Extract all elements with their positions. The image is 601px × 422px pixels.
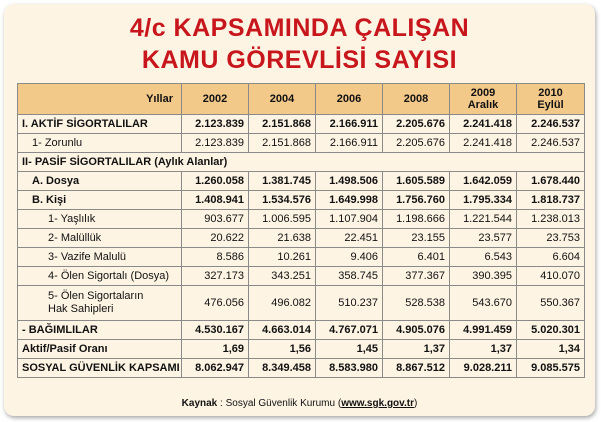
- table-cell: 9.406: [316, 248, 383, 267]
- table-cell: 1.795.334: [450, 191, 517, 210]
- table-cell: 543.670: [450, 286, 517, 321]
- table-cell: 496.082: [249, 286, 316, 321]
- row-label: I. AKTİF SİGORTALILAR: [18, 115, 182, 134]
- section-label: II- PASİF SİGORTALILAR (Aylık Alanlar): [18, 153, 585, 172]
- table-row: [18, 115, 585, 134]
- table-cell: 550.367: [517, 286, 585, 321]
- table-cell: 2.241.418: [450, 115, 517, 134]
- row-label: 1- Zorunlu: [18, 134, 182, 153]
- table-cell: 2.205.676: [383, 115, 450, 134]
- table-cell: 8.867.512: [383, 359, 450, 378]
- statistics-table: [17, 83, 585, 378]
- table-cell: 21.638: [249, 229, 316, 248]
- source-link[interactable]: www.sgk.gov.tr: [341, 398, 414, 409]
- table-cell: 22.451: [316, 229, 383, 248]
- table-cell: 343.251: [249, 267, 316, 286]
- table-cell: 10.261: [249, 248, 316, 267]
- table-cell: 377.367: [383, 267, 450, 286]
- table-cell: 2.151.868: [249, 134, 316, 153]
- table-cell: 23.753: [517, 229, 585, 248]
- table-cell: 358.745: [316, 267, 383, 286]
- table-cell: 476.056: [182, 286, 249, 321]
- table-cell: 2.246.537: [517, 115, 585, 134]
- table-cell: 1.238.013: [517, 210, 585, 229]
- table-cell: 510.237: [316, 286, 383, 321]
- table-cell: 1.107.904: [316, 210, 383, 229]
- row-label: 3- Vazife Malulü: [18, 248, 182, 267]
- table-cell: 2.166.911: [316, 115, 383, 134]
- table-cell: 528.538: [383, 286, 450, 321]
- table-cell: 1.534.576: [249, 191, 316, 210]
- table-cell: 1.408.941: [182, 191, 249, 210]
- table-cell: 4.530.167: [182, 321, 249, 340]
- table-cell: 1,37: [450, 340, 517, 359]
- table-cell: 410.070: [517, 267, 585, 286]
- table-row: [18, 153, 585, 172]
- table-cell: 1.381.745: [249, 172, 316, 191]
- year-header: 2002: [182, 84, 249, 115]
- row-label: 1- Yaşlılık: [18, 210, 182, 229]
- table-card: [4, 4, 595, 416]
- table-cell: 1.498.506: [316, 172, 383, 191]
- table-cell: 6.543: [450, 248, 517, 267]
- table-cell: 2.246.537: [517, 134, 585, 153]
- table-cell: 20.622: [182, 229, 249, 248]
- table-cell: 1.649.998: [316, 191, 383, 210]
- table-cell: 1,34: [517, 340, 585, 359]
- row-label: 2- Malüllük: [18, 229, 182, 248]
- row-label: A. Dosya: [18, 172, 182, 191]
- table-cell: 8.062.947: [182, 359, 249, 378]
- table-cell: 2.166.911: [316, 134, 383, 153]
- table-cell: 6.401: [383, 248, 450, 267]
- year-header: 2010 Eylül: [517, 84, 585, 115]
- table-cell: 1,69: [182, 340, 249, 359]
- table-cell: 1,37: [383, 340, 450, 359]
- table-cell: 5.020.301: [517, 321, 585, 340]
- row-label: - BAĞIMLILAR: [18, 321, 182, 340]
- table-row: [18, 134, 585, 153]
- table-cell: 1.678.440: [517, 172, 585, 191]
- row-label: 5- Ölen Sigortaların Hak Sahipleri: [18, 286, 182, 321]
- table-row: [18, 267, 585, 286]
- table-cell: 4.991.459: [450, 321, 517, 340]
- row-label: B. Kişi: [18, 191, 182, 210]
- table-cell: 1.221.544: [450, 210, 517, 229]
- table-row: [18, 359, 585, 378]
- table-cell: 4.767.071: [316, 321, 383, 340]
- year-header: 2009 Aralık: [450, 84, 517, 115]
- year-header: 2006: [316, 84, 383, 115]
- table-cell: 9.028.211: [450, 359, 517, 378]
- table-row: [18, 248, 585, 267]
- row-label: Aktif/Pasif Oranı: [18, 340, 182, 359]
- table-cell: 1,56: [249, 340, 316, 359]
- table-cell: 1.006.595: [249, 210, 316, 229]
- table-cell: 23.155: [383, 229, 450, 248]
- table-row: [18, 321, 585, 340]
- table-cell: 4.663.014: [249, 321, 316, 340]
- table-cell: 1,45: [316, 340, 383, 359]
- page-title-line2: KAMU GÖREVLİSİ SAYISI: [141, 46, 458, 74]
- table-row: [18, 229, 585, 248]
- table-cell: 9.085.575: [517, 359, 585, 378]
- table-cell: 1.260.058: [182, 172, 249, 191]
- table-row: [18, 286, 585, 321]
- table-cell: 2.151.868: [249, 115, 316, 134]
- table-cell: 390.395: [450, 267, 517, 286]
- table-cell: 8.586: [182, 248, 249, 267]
- table-cell: 2.123.839: [182, 115, 249, 134]
- table-cell: 1.605.589: [383, 172, 450, 191]
- table-cell: 23.577: [450, 229, 517, 248]
- table-cell: 8.349.458: [249, 359, 316, 378]
- page-title-line1: 4/c KAPSAMINDA ÇALIŞAN: [129, 14, 470, 42]
- table-cell: 1.642.059: [450, 172, 517, 191]
- table-cell: 2.241.418: [450, 134, 517, 153]
- table-cell: 2.123.839: [182, 134, 249, 153]
- table-cell: 2.205.676: [383, 134, 450, 153]
- header-label: Yıllar: [18, 84, 182, 115]
- source-note: Kaynak : Sosyal Güvenlik Kurumu (www.sgk.gov.tr): [181, 398, 418, 409]
- table-row: [18, 340, 585, 359]
- table-cell: 903.677: [182, 210, 249, 229]
- table-cell: 6.604: [517, 248, 585, 267]
- table-cell: 1.756.760: [383, 191, 450, 210]
- table-cell: 8.583.980: [316, 359, 383, 378]
- table-row: [18, 172, 585, 191]
- row-label: 4- Ölen Sigortalı (Dosya): [18, 267, 182, 286]
- row-label: SOSYAL GÜVENLİK KAPSAMI: [18, 359, 182, 378]
- table-cell: 1.198.666: [383, 210, 450, 229]
- table-row: [18, 210, 585, 229]
- table-cell: 4.905.076: [383, 321, 450, 340]
- year-header: 2008: [383, 84, 450, 115]
- table-cell: 1.818.737: [517, 191, 585, 210]
- table-cell: 327.173: [182, 267, 249, 286]
- table-row: [18, 191, 585, 210]
- year-header: 2004: [249, 84, 316, 115]
- header-row: [18, 84, 585, 115]
